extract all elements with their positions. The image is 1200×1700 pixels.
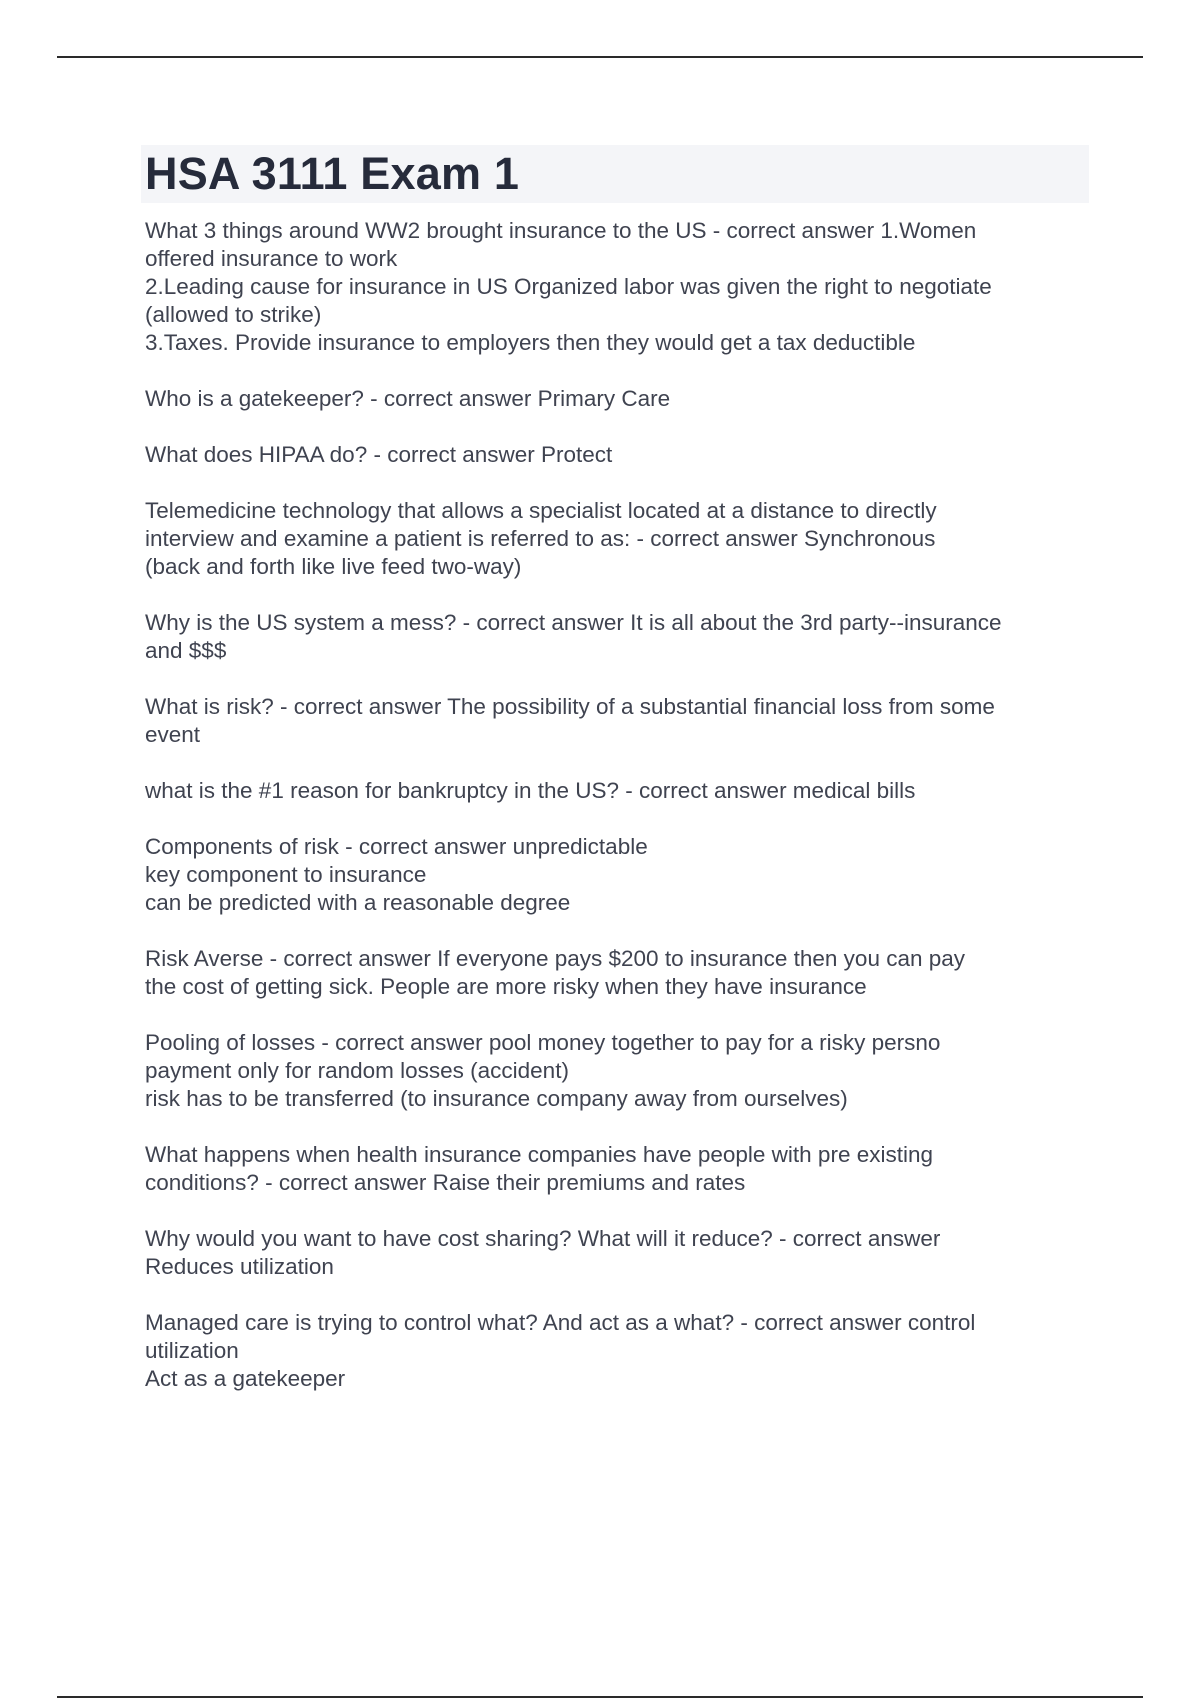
qa-entry <box>145 777 1089 805</box>
qa-text-line: (allowed to strike) <box>145 302 322 327</box>
qa-text-line: and $$$ <box>145 638 227 663</box>
qa-text-line: What happens when health insurance companies have people with pre existing <box>145 1142 933 1167</box>
qa-text-line: (back and forth like live feed two-way) <box>145 554 522 579</box>
top-rule <box>57 56 1143 58</box>
qa-entry <box>145 497 1089 581</box>
qa-text-line: Why would you want to have cost sharing? What will it reduce? - correct answer <box>145 1226 941 1251</box>
qa-text-line: event <box>145 722 201 747</box>
qa-list <box>145 217 1089 1393</box>
qa-text-line: what is the #1 reason for bankruptcy in the US? - correct answer medical bills <box>145 778 916 803</box>
title-band <box>141 145 1089 203</box>
qa-text-line: What does HIPAA do? - correct answer Protect <box>145 442 613 467</box>
qa-entry <box>145 441 1089 469</box>
qa-entry <box>145 217 1089 357</box>
qa-entry <box>145 945 1089 1001</box>
qa-entry <box>145 1141 1089 1197</box>
qa-text-line: 2.Leading cause for insurance in US Organized labor was given the right to negotiate <box>145 274 992 299</box>
qa-text-line: Reduces utilization <box>145 1254 334 1279</box>
qa-text-line: Act as a gatekeeper <box>145 1366 346 1391</box>
qa-entry <box>145 1029 1089 1113</box>
document-body <box>145 145 1089 1421</box>
qa-text-line: 3.Taxes. Provide insurance to employers then they would get a tax deductible <box>145 330 916 355</box>
qa-entry <box>145 693 1089 749</box>
qa-entry <box>145 1225 1089 1281</box>
qa-text-line: Risk Averse - correct answer If everyone pays $200 to insurance then you can pay <box>145 946 966 971</box>
qa-text-line: risk has to be transferred (to insurance company away from ourselves) <box>145 1086 848 1111</box>
qa-text-line: Telemedicine technology that allows a specialist located at a distance to directly <box>145 498 937 523</box>
qa-text-line: What is risk? - correct answer The possibility of a substantial financial loss from some <box>145 694 995 719</box>
qa-text-line: Pooling of losses - correct answer pool money together to pay for a risky persno <box>145 1030 941 1055</box>
qa-entry <box>145 385 1089 413</box>
qa-entry <box>145 609 1089 665</box>
qa-text-line: payment only for random losses (accident) <box>145 1058 569 1083</box>
qa-text-line: interview and examine a patient is referred to as: - correct answer Synchronous <box>145 526 936 551</box>
qa-text-line: the cost of getting sick. People are more risky when they have insurance <box>145 974 867 999</box>
qa-text-line: can be predicted with a reasonable degree <box>145 890 571 915</box>
qa-entry <box>145 833 1089 917</box>
qa-text-line: conditions? - correct answer Raise their premiums and rates <box>145 1170 746 1195</box>
qa-text-line: What 3 things around WW2 brought insurance to the US - correct answer 1.Women <box>145 218 977 243</box>
qa-text-line: Components of risk - correct answer unpredictable <box>145 834 648 859</box>
page-title: HSA 3111 Exam 1 <box>145 148 520 199</box>
qa-text-line: Managed care is trying to control what? And act as a what? - correct answer control <box>145 1310 976 1335</box>
bottom-rule <box>57 1696 1143 1698</box>
qa-text-line: utilization <box>145 1338 239 1363</box>
qa-text-line: Why is the US system a mess? - correct answer It is all about the 3rd party--insurance <box>145 610 1002 635</box>
qa-text-line: key component to insurance <box>145 862 427 887</box>
qa-entry <box>145 1309 1089 1393</box>
qa-text-line: Who is a gatekeeper? - correct answer Primary Care <box>145 386 671 411</box>
qa-text-line: offered insurance to work <box>145 246 398 271</box>
